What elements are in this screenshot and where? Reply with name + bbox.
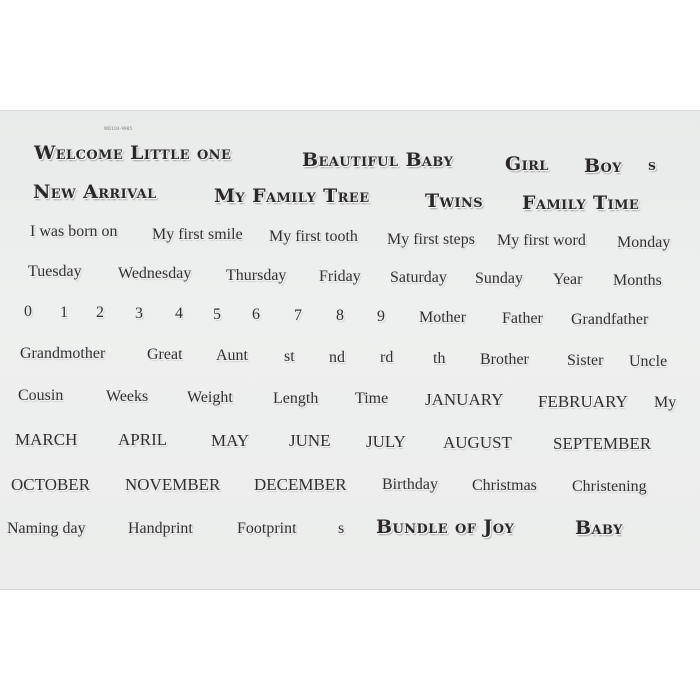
stamp-digit: 4 <box>175 305 183 322</box>
stamp-digit: 7 <box>294 307 302 324</box>
stamp-month: APRIL <box>118 430 168 449</box>
stamp-word: I was born on <box>30 223 118 240</box>
stamp-word: Months <box>613 272 662 289</box>
stamp-word: Christening <box>572 478 647 495</box>
stamp-word: Father <box>502 310 543 327</box>
stamp-word: Uncle <box>629 353 668 370</box>
stamp-word: My first word <box>497 232 586 249</box>
stamp-month: DECEMBER <box>254 475 347 494</box>
stamp-digit: 0 <box>24 303 32 320</box>
stamp-month: JULY <box>366 432 406 451</box>
stamp-word: Baby <box>575 517 623 539</box>
stamp-word: Weight <box>187 389 233 406</box>
stamp-word: Weeks <box>106 388 149 405</box>
stamp-digit: 1 <box>60 304 68 321</box>
stamp-word: Girl <box>505 153 549 175</box>
stamp-word: Footprint <box>237 520 297 537</box>
stamp-word: Welcome Little one <box>34 142 232 164</box>
stamp-word: My first steps <box>387 231 475 248</box>
stamp-word: Tuesday <box>28 263 82 280</box>
stamp-suffix: st <box>284 348 295 365</box>
stamp-suffix: s <box>338 520 345 537</box>
stamp-word: Mother <box>419 309 467 326</box>
stamp-word: Twins <box>425 190 484 212</box>
stamp-digit: 6 <box>252 306 260 323</box>
stamp-suffix: nd <box>329 349 345 366</box>
stamp-digit: 5 <box>213 306 221 323</box>
stamp-digit: 8 <box>336 307 344 324</box>
stamp-word: New Arrival <box>33 181 157 203</box>
stamp-month: JUNE <box>289 431 331 450</box>
stamp-word: Great <box>147 346 183 363</box>
stamp-word: Wednesday <box>118 265 192 282</box>
stamp-word: Handprint <box>128 520 193 537</box>
stamp-month: AUGUST <box>443 433 512 452</box>
stamp-word: Christmas <box>472 477 537 494</box>
stamp-month: FEBRUARY <box>538 392 628 411</box>
stamp-suffix: th <box>433 350 446 367</box>
stamp-word: Grandmother <box>20 345 106 362</box>
stamp-word: Cousin <box>18 387 64 404</box>
stamp-word: Family Time <box>522 192 640 214</box>
stamp-month: MARCH <box>15 430 78 449</box>
stamp-word: Friday <box>319 268 361 285</box>
stamp-word: Brother <box>480 351 529 368</box>
stamp-word: Boy <box>584 155 622 177</box>
stamp-digit: 9 <box>377 308 385 325</box>
stamp-word: Sister <box>567 352 604 369</box>
stamp-word: s <box>648 156 657 174</box>
stamp-month: MAY <box>211 431 250 450</box>
stamp-word: My first tooth <box>269 228 358 245</box>
stamp-word: Monday <box>617 234 671 251</box>
stamp-word: Length <box>273 390 319 407</box>
stamp-word: Aunt <box>216 347 248 364</box>
stamp-month: NOVEMBER <box>125 475 221 494</box>
stamp-month: SEPTEMBER <box>553 434 652 453</box>
stamp-word: Bundle of Joy <box>376 516 515 538</box>
stamp-digit: 2 <box>96 304 104 321</box>
stamp-word: Grandfather <box>571 311 649 328</box>
stamp-month: OCTOBER <box>11 475 91 494</box>
stamp-word: My first smile <box>152 226 243 243</box>
stamp-month: JANUARY <box>425 390 504 409</box>
stamp-word: Sunday <box>475 270 523 287</box>
stamp-word: Naming day <box>7 520 86 537</box>
stamp-word: My Family Tree <box>214 185 370 207</box>
stamp-word: My <box>654 394 677 411</box>
stamp-suffix: rd <box>380 349 394 366</box>
stamp-word: Time <box>355 390 389 407</box>
stamp-word: Birthday <box>382 476 438 493</box>
sheet-code: WD104-9985 <box>104 126 133 131</box>
stamp-word: Saturday <box>390 269 447 286</box>
stamp-word: Year <box>553 271 583 288</box>
stamp-digit: 3 <box>135 305 143 322</box>
stamp-word: Thursday <box>226 267 287 284</box>
stamp-word: Beautiful Baby <box>302 149 454 171</box>
